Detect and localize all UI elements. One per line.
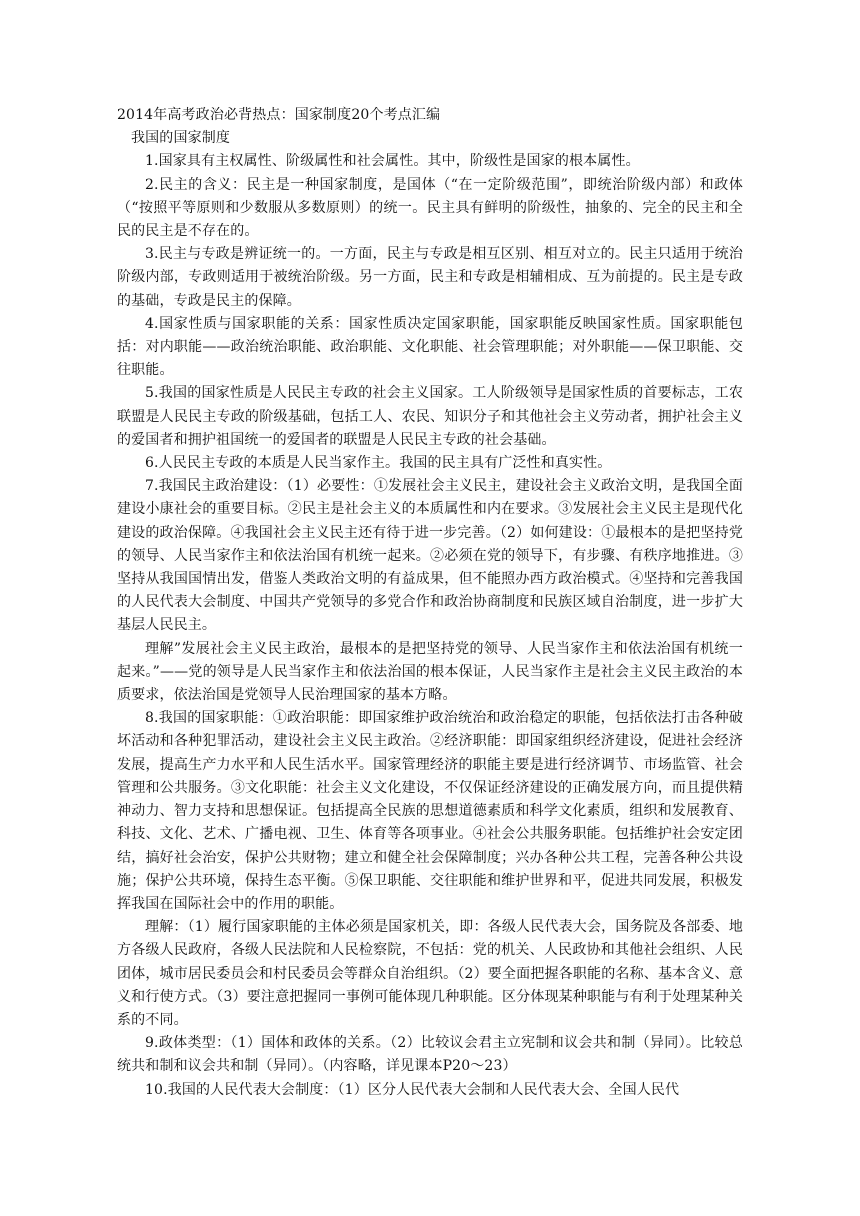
paragraph-2: 2.民主的含义：民主是一种国家制度，是国体（“在一定阶级范围”，即统治阶级内部）和政体（“按照平等原则和少数服从多数原则）的统一。民主具有鲜明的阶级性，抽象的、完全的民主和全民的民主是不存在的。	[117, 176, 743, 240]
paragraph-7: 7.我国民主政治建设：（1）必要性：①发展社会主义民主，建设社会主义政治文明，是我国全面建设小康社会的重要目标。②民主是社会主义的本质属性和内在要求。③发展社会主义民主是现代化建设的政治保障。④我国社会主义民主还有待于进一步完善。（2）如何建设：①最根本的是把坚持党的领导、人民当家作主和依法治国有机统一起来。②必须在党的领导下，有步骤、有秩序地推进。③坚持从我国国情出发，借鉴人类政治文明的有益成果，但不能照办西方政治模式。④坚持和完善我国的人民代表大会制度、中国共产党领导的多党合作和政治协商制度和民族区域自治制度，进一步扩大基层人民民主。	[117, 478, 743, 634]
paragraph-6: 6.人民民主专政的本质是人民当家作主。我国的民主具有广泛性和真实性。	[145, 455, 612, 472]
paragraph-8-understanding: 理解：（1）履行国家职能的主体必须是国家机关，即：各级人民代表大会，国务院及各部委、地方各级人民政府，各级人民法院和人民检察院，不包括：党的机关、人民政协和其他社会组织、人民团体，城市居民委员会和村民委员会等群众自治组织。（2）要全面把握各职能的名称、基本含义、意义和行使方式。（3）要注意把握同一事例可能体现几种职能。区分体现某种职能与有利于处理某种关系的不同。	[117, 919, 743, 1028]
paragraph-1: 1.国家具有主权属性、阶级属性和社会属性。其中，阶级性是国家的根本属性。	[145, 153, 640, 170]
paragraph-7-understanding: 理解”发展社会主义民主政治，最根本的是把坚持党的领导、人民当家作主和依法治国有机统一起来。”——党的领导是人民当家作主和依法治国的根本保证，人民当家作主是社会主义民主政治的本质要求，依法治国是党领导人民治理国家的基本方略。	[117, 640, 743, 704]
paragraph-3: 3.民主与专政是辨证统一的。一方面，民主与专政是相互区别、相互对立的。民主只适用于统治阶级内部，专政则适用于被统治阶级。另一方面，民主和专政是相辅相成、互为前提的。民主是专政的基础，专政是民主的保障。	[117, 246, 743, 309]
paragraph-5: 5.我国的国家性质是人民民主专政的社会主义国家。工人阶级领导是国家性质的首要标志，工农联盟是人民民主专政的阶级基础，包括工人、农民、知识分子和其他社会主义劳动者，拥护社会主义的爱国者和拥护祖国统一的爱国者的联盟是人民民主专政的社会基础。	[117, 385, 743, 448]
document-title: 2014年高考政治必背热点：国家制度20个考点汇编	[117, 107, 441, 123]
paragraph-8: 8.我国的国家职能：①政治职能：即国家维护政治统治和政治稳定的职能，包括依法打击各种破坏活动和各种犯罪活动，建设社会主义民主政治。②经济职能：即国家组织经济建设，促进社会经济发展，提高生产力水平和人民生活水平。国家管理经济的职能主要是进行经济调节、市场监管、社会管理和公共服务。③文化职能：社会主义文化建设，不仅保证经济建设的正确发展方向，而且提供精神动力、智力支持和思想保证。包括提高全民族的思想道德素质和科学文化素质，组织和发展教育、科技、文化、艺术、广播电视、卫生、体育等各项事业。④社会公共服务职能。包括维护社会安定团结，搞好社会治安，保护公共财物；建立和健全社会保障制度；兴办各种公共工程，完善各种公共设施；保护公共环境，保持生态平衡。⑤保卫职能、交往职能和维护世界和平，促进共同发展，积极发挥我国在国际社会中的作用的职能。	[117, 710, 743, 912]
paragraph-10: 10.我国的人民代表大会制度：（1）区分人民代表大会制和人民代表大会、全国人民代	[145, 1081, 680, 1098]
section-heading: 我国的国家制度	[131, 130, 231, 147]
document-page	[117, 104, 743, 1102]
paragraph-9: 9.政体类型：（1）国体和政体的关系。（2）比较议会君主立宪制和议会共和制（异同）。比较总统共和制和议会共和制（异同）。（内容略，详见课本P20～23）	[117, 1035, 743, 1075]
paragraph-4: 4.国家性质与国家职能的关系：国家性质决定国家职能，国家职能反映国家性质。国家职能包括：对内职能——政治统治职能、政治职能、文化职能、社会管理职能；对外职能——保卫职能、交往职能。	[117, 315, 743, 379]
